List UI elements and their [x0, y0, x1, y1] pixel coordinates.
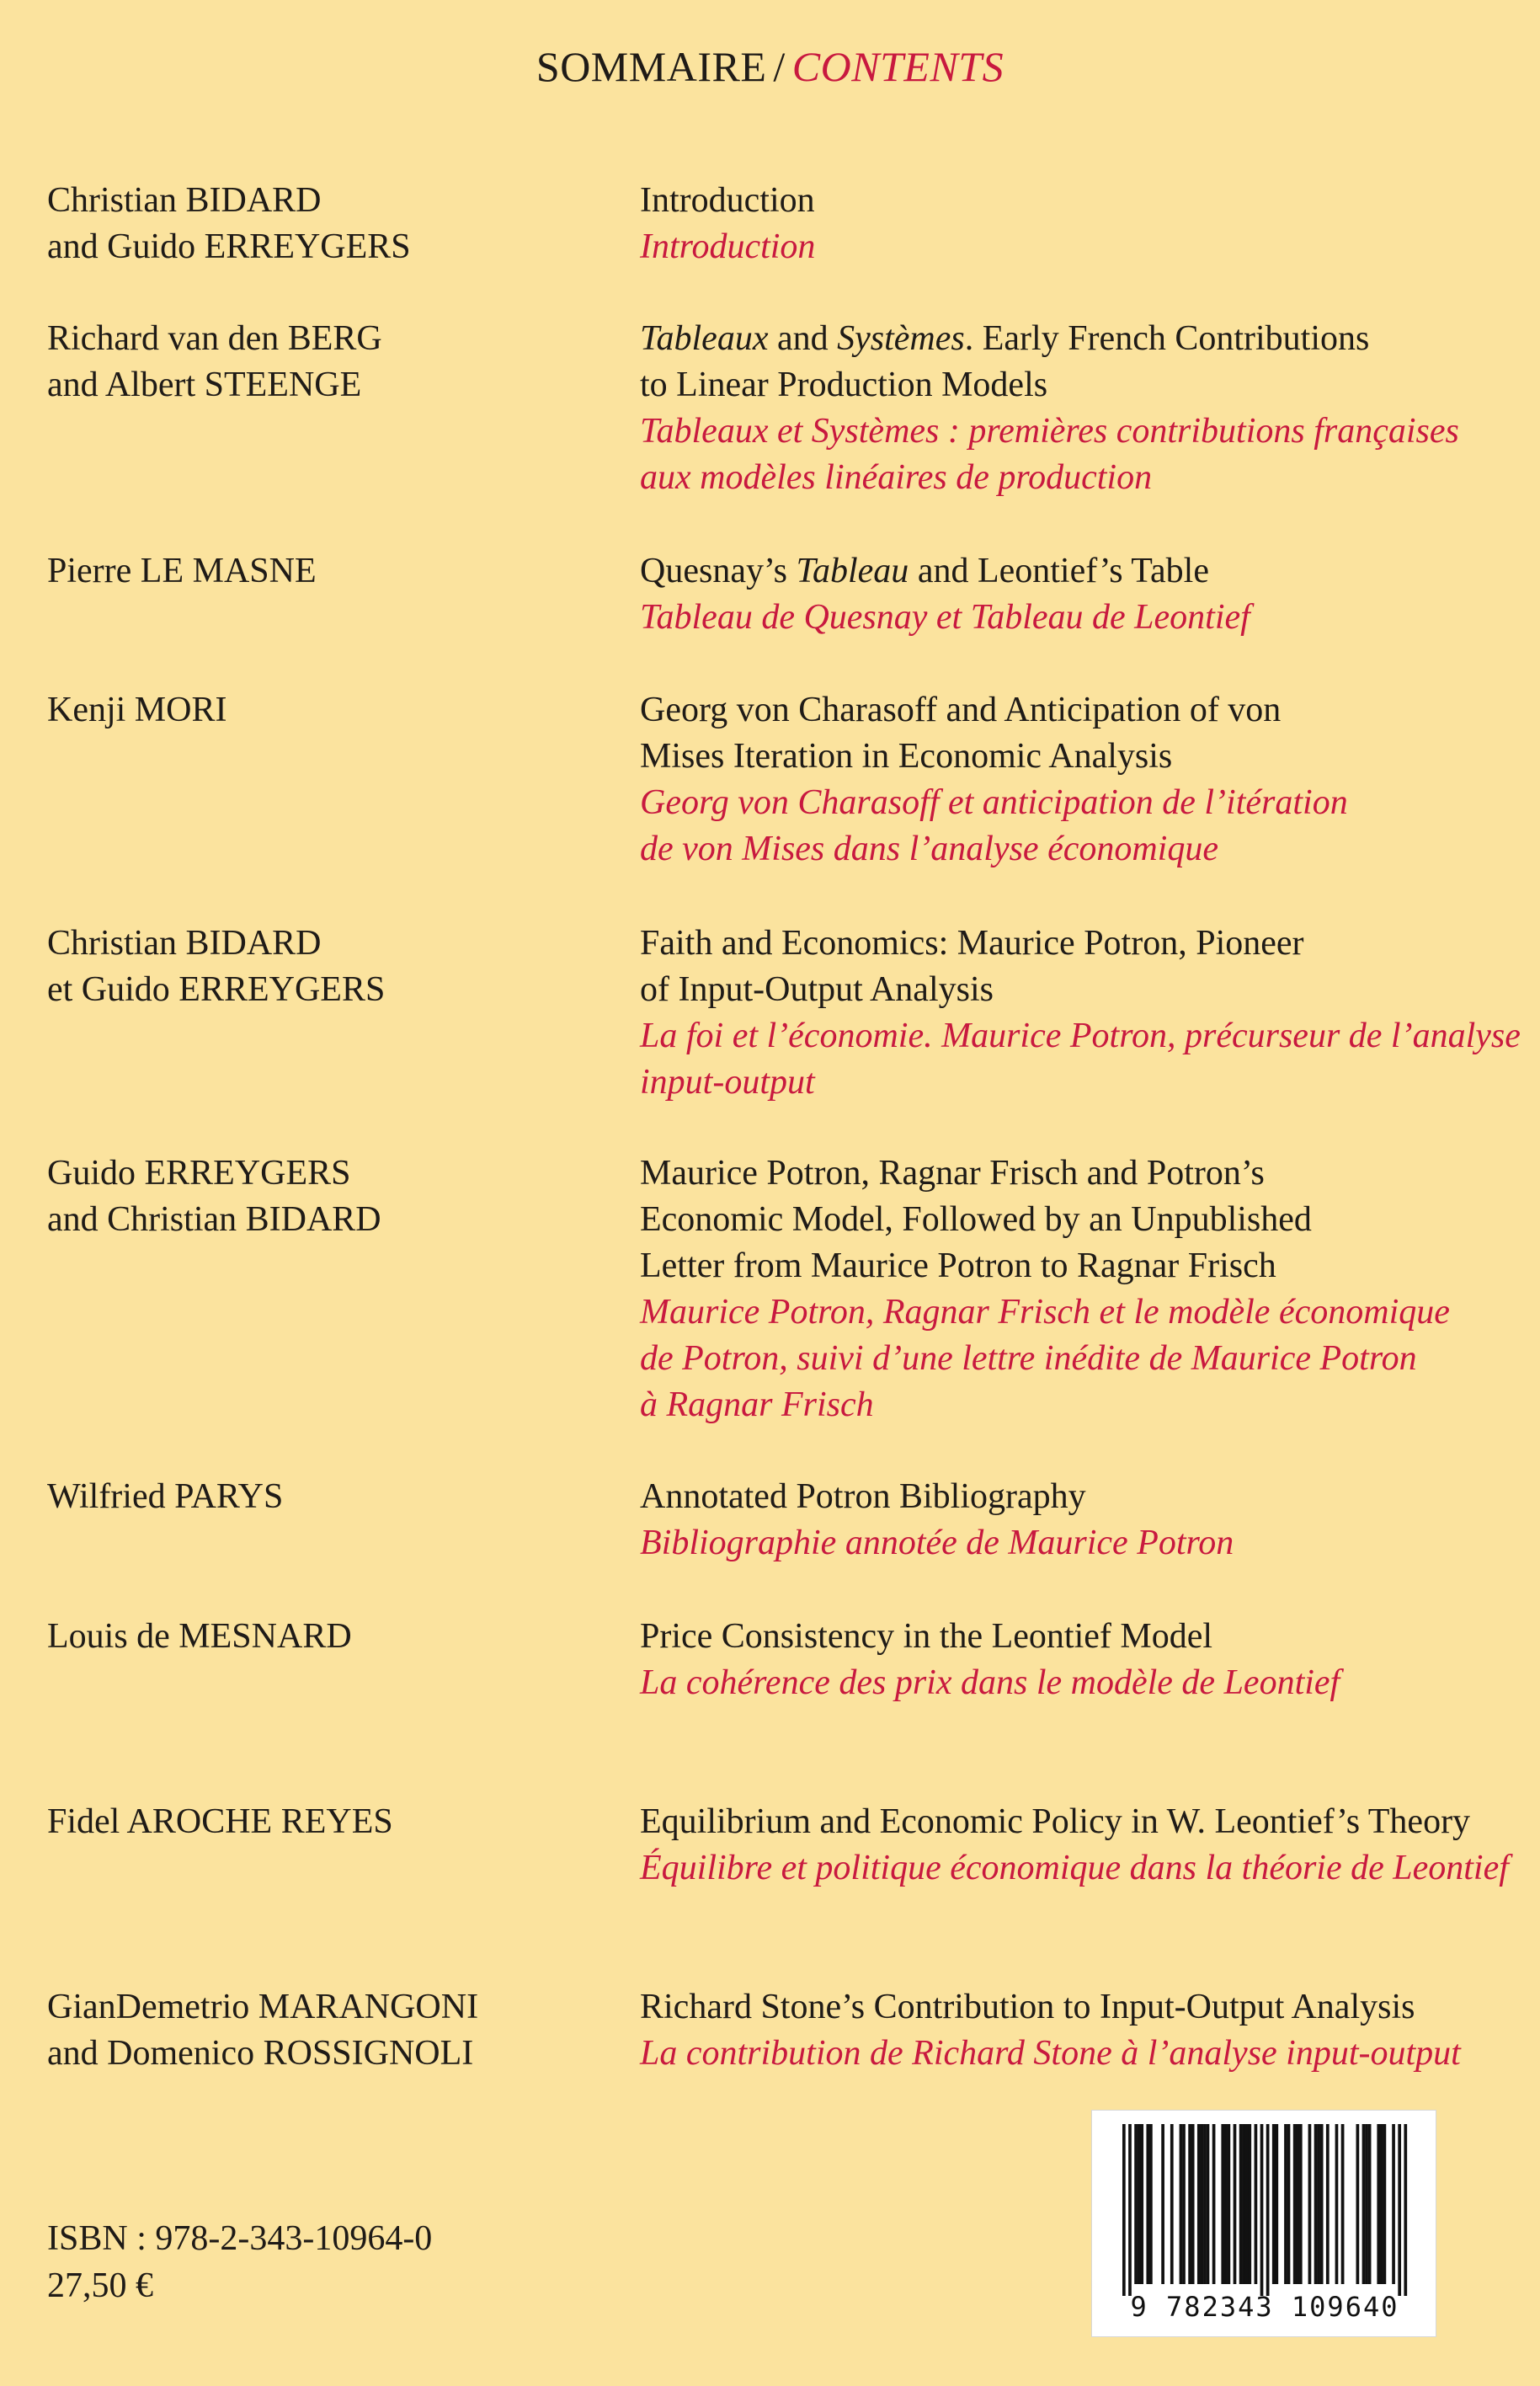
- barcode-bar: [1284, 2124, 1287, 2284]
- entry-titles: [640, 316, 1516, 501]
- entry-titles: [640, 1474, 1516, 1567]
- author-line: Richard van den BERG: [47, 319, 382, 358]
- french-title-line: Tableaux et Systèmes : premières contributions françaises: [640, 412, 1459, 451]
- barcode-bar: [1335, 2124, 1339, 2284]
- barcode-bar: [1296, 2124, 1299, 2284]
- french-title-line: de von Mises dans l’analyse économique: [640, 830, 1218, 868]
- italic-term: Tableau: [796, 552, 909, 590]
- barcode-bar: [1272, 2124, 1276, 2284]
- author-line: Pierre LE MASNE: [47, 552, 317, 590]
- entry-titles: [640, 1984, 1516, 2077]
- barcode-bar: [1161, 2124, 1164, 2284]
- english-title-line: Introduction: [640, 181, 815, 220]
- barcode-bar: [1341, 2124, 1345, 2284]
- barcode-bar: [1299, 2124, 1303, 2284]
- barcode-bar: [1201, 2124, 1204, 2284]
- author-line: Christian BIDARD: [47, 181, 322, 220]
- heading-separator: /: [773, 43, 786, 90]
- barcode-bar: [1134, 2124, 1138, 2284]
- english-title-line: Economic Model, Followed by an Unpublished: [640, 1200, 1312, 1239]
- barcode-bar: [1128, 2124, 1132, 2296]
- english-title-line: Price Consistency in the Leontief Model: [640, 1617, 1213, 1656]
- entry-titles: [640, 548, 1516, 641]
- entry-authors: [47, 921, 594, 1013]
- barcode-bar: [1260, 2124, 1264, 2296]
- entry-authors: [47, 1799, 594, 1845]
- barcode-bar: [1146, 2124, 1149, 2284]
- english-title-line: Georg von Charasoff and Anticipation of von: [640, 691, 1282, 729]
- italic-term: Tableaux: [640, 319, 769, 358]
- barcode: [1091, 2110, 1436, 2337]
- barcode-bar: [1326, 2124, 1330, 2284]
- entry-authors: [47, 687, 594, 734]
- barcode-bar: [1380, 2124, 1383, 2284]
- barcode-bar: [1362, 2124, 1366, 2284]
- barcode-bar: [1239, 2124, 1243, 2284]
- barcode-bar: [1314, 2124, 1318, 2284]
- entry-titles: [640, 1150, 1516, 1428]
- author-line: and Domenico ROSSIGNOLI: [47, 2034, 474, 2073]
- barcode-bar: [1266, 2124, 1270, 2296]
- french-title-line: input-output: [640, 1063, 815, 1102]
- entry-authors: [47, 1984, 594, 2077]
- barcode-bar: [1140, 2124, 1143, 2284]
- french-title-line: La foi et l’économie. Maurice Potron, précurseur de l’analyse: [640, 1017, 1521, 1055]
- book-footer: [47, 2215, 432, 2309]
- english-title-line: of Input-Output Analysis: [640, 970, 994, 1009]
- french-title-line: Georg von Charasoff et anticipation de l’itération: [640, 783, 1348, 822]
- sommaire-heading: SOMMAIRE: [536, 43, 767, 90]
- english-title-line: to Linear Production Models: [640, 366, 1048, 404]
- barcode-bar: [1180, 2124, 1183, 2284]
- barcode-bar: [1404, 2124, 1407, 2296]
- author-line: Christian BIDARD: [47, 924, 322, 963]
- barcode-digits: 9 782343 109640: [1130, 2291, 1399, 2323]
- barcode-bar: [1122, 2124, 1126, 2296]
- entry-titles: [640, 687, 1516, 873]
- english-title-line: Letter from Maurice Potron to Ragnar Frisch: [640, 1246, 1276, 1285]
- author-line: Fidel AROCHE REYES: [47, 1802, 393, 1841]
- barcode-bar: [1228, 2124, 1231, 2284]
- english-title-line: Mises Iteration in Economic Analysis: [640, 737, 1173, 776]
- french-title-line: Introduction: [640, 227, 816, 266]
- barcode-bar: [1182, 2124, 1186, 2284]
- entry-titles: [640, 1614, 1516, 1706]
- entry-authors: [47, 316, 594, 408]
- french-title-line: de Potron, suivi d’une lettre inédite de Maurice Potron: [640, 1339, 1417, 1378]
- entry-titles: [640, 178, 1516, 270]
- barcode-bar: [1383, 2124, 1387, 2284]
- barcode-bar: [1293, 2124, 1297, 2284]
- barcode-bar: [1320, 2124, 1324, 2284]
- french-title-line: La contribution de Richard Stone à l’analyse input-output: [640, 2034, 1461, 2073]
- barcode-bar: [1188, 2124, 1191, 2284]
- french-title-line: Tableau de Quesnay et Tableau de Leontief: [640, 598, 1250, 637]
- author-line: Wilfried PARYS: [47, 1477, 284, 1516]
- contents-heading: CONTENTS: [791, 43, 1004, 90]
- barcode-bar: [1242, 2124, 1245, 2284]
- author-line: GianDemetrio MARANGONI: [47, 1988, 479, 2026]
- entry-authors: [47, 178, 594, 270]
- english-title-line: Tableaux and Systèmes. Early French Contributions: [640, 319, 1370, 358]
- author-line: and Christian BIDARD: [47, 1200, 381, 1239]
- author-line: and Guido ERREYGERS: [47, 227, 411, 266]
- entry-authors: [47, 1150, 594, 1243]
- entry-authors: [47, 1474, 594, 1520]
- french-title-line: à Ragnar Frisch: [640, 1385, 874, 1424]
- author-line: Kenji MORI: [47, 691, 227, 729]
- barcode-bar: [1138, 2124, 1141, 2284]
- entry-titles: [640, 921, 1521, 1106]
- author-line: and Albert STEENGE: [47, 366, 362, 404]
- price-text: 27,50 €: [47, 2266, 153, 2305]
- barcode-bar: [1368, 2124, 1372, 2284]
- barcode-bar: [1221, 2124, 1224, 2284]
- english-title-line: Faith and Economics: Maurice Potron, Pioneer: [640, 924, 1304, 963]
- italic-term: Systèmes: [837, 319, 965, 358]
- barcode-bar: [1317, 2124, 1320, 2284]
- barcode-bar: [1287, 2124, 1291, 2284]
- author-line: Louis de MESNARD: [47, 1617, 352, 1656]
- barcode-bar: [1255, 2124, 1258, 2284]
- barcode-bar: [1275, 2124, 1278, 2284]
- barcode-bar: [1377, 2124, 1380, 2284]
- english-title-line: Maurice Potron, Ragnar Frisch and Potron’s: [640, 1154, 1265, 1193]
- entry-authors: [47, 548, 594, 595]
- barcode-bar: [1224, 2124, 1228, 2284]
- english-title-line: Richard Stone’s Contribution to Input-Output Analysis: [640, 1988, 1415, 2026]
- barcode-bar: [1191, 2124, 1195, 2284]
- entry-authors: [47, 1614, 594, 1660]
- barcode-bar: [1197, 2124, 1201, 2284]
- french-title-line: aux modèles linéaires de production: [640, 458, 1153, 497]
- french-title-line: Équilibre et politique économique dans la théorie de Leontief: [640, 1849, 1509, 1887]
- barcode-bar: [1248, 2124, 1251, 2284]
- barcode-bar: [1234, 2124, 1237, 2284]
- french-title-line: La cohérence des prix dans le modèle de Leontief: [640, 1663, 1340, 1702]
- barcode-bar: [1398, 2124, 1401, 2296]
- entry-titles: [640, 1799, 1516, 1892]
- author-line: Guido ERREYGERS: [47, 1154, 351, 1193]
- barcode-bar: [1245, 2124, 1249, 2284]
- barcode-bar: [1365, 2124, 1368, 2284]
- barcode-bar: [1392, 2124, 1395, 2284]
- barcode-bar: [1356, 2124, 1360, 2284]
- contents-header: [0, 45, 1540, 88]
- english-title-line: Equilibrium and Economic Policy in W. Leontief’s Theory: [640, 1802, 1471, 1841]
- french-title-line: Bibliographie annotée de Maurice Potron: [640, 1524, 1234, 1562]
- french-title-line: Maurice Potron, Ragnar Frisch et le modèle économique: [640, 1293, 1450, 1332]
- barcode-bar: [1203, 2124, 1207, 2284]
- author-line: et Guido ERREYGERS: [47, 970, 386, 1009]
- barcode-bar: [1212, 2124, 1216, 2284]
- barcode-bar: [1170, 2124, 1174, 2284]
- english-title-line: Quesnay’s Tableau and Leontief’s Table: [640, 552, 1209, 590]
- barcode-bar: [1207, 2124, 1210, 2284]
- barcode-bar: [1149, 2124, 1153, 2284]
- barcode-bar: [1308, 2124, 1312, 2284]
- isbn-text: ISBN : 978-2-343-10964-0: [47, 2219, 433, 2258]
- english-title-line: Annotated Potron Bibliography: [640, 1477, 1086, 1516]
